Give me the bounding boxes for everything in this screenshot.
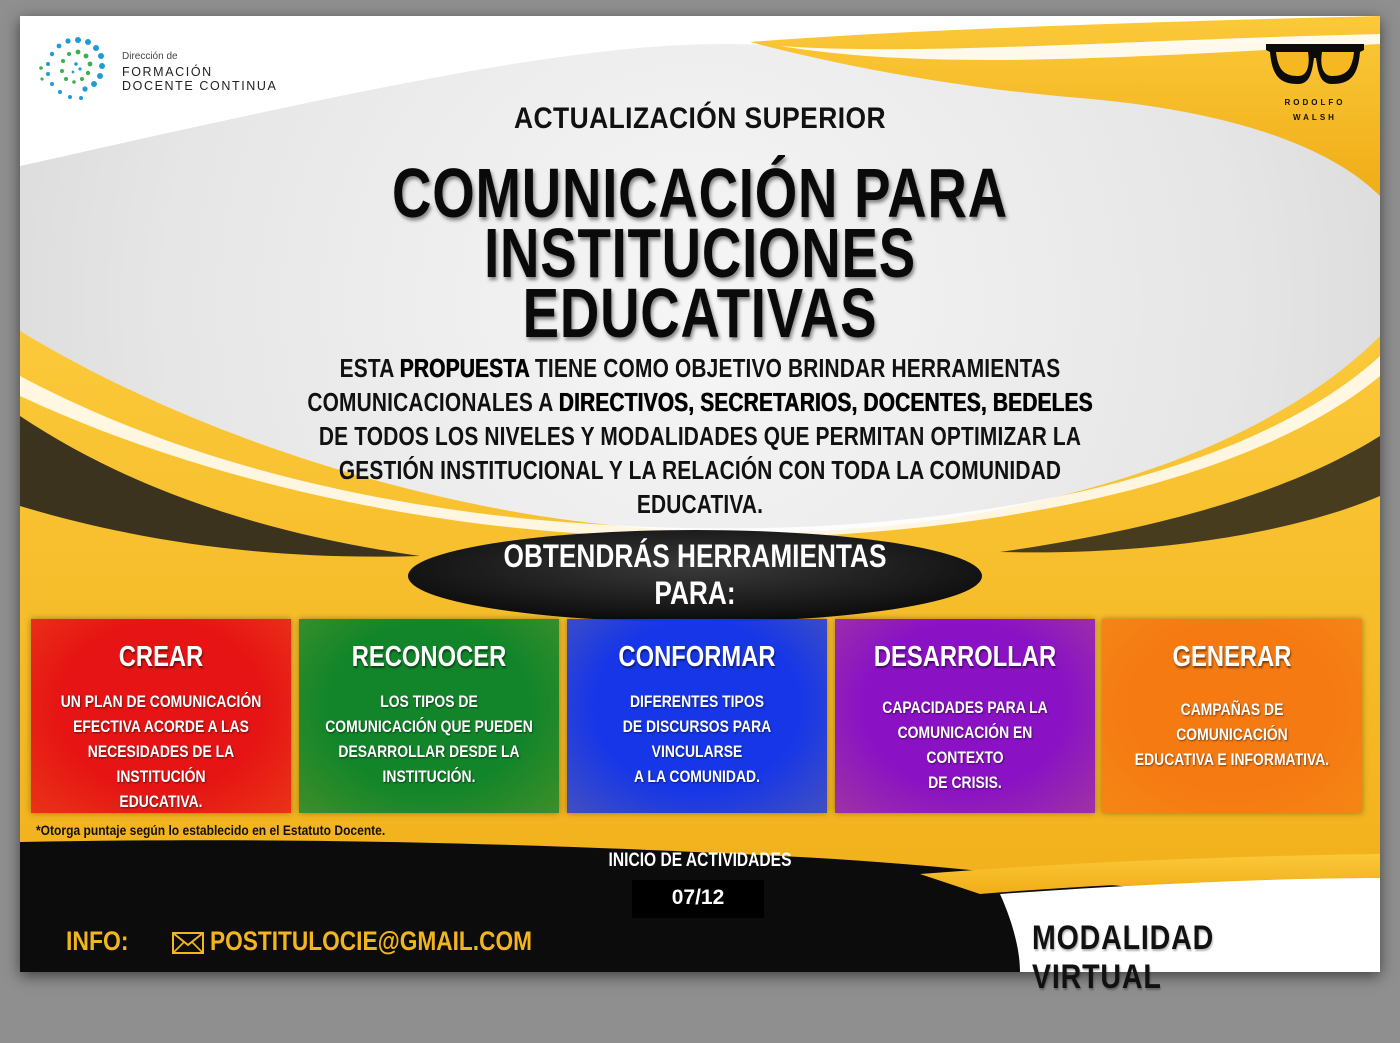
start-date: 07/12 — [671, 886, 725, 909]
modality: MODALIDAD VIRTUAL — [1032, 919, 1215, 996]
desc-highlight-1: PROPUESTA — [399, 355, 529, 383]
footnote: *Otorga puntaje según lo establecido en el Estatuto Docente. — [36, 822, 386, 838]
start-label: INICIO DE ACTIVIDADES — [608, 850, 792, 871]
desc-highlight-2: DIRECTIVOS, SECRETARIOS, DOCENTES, BEDELES — [558, 389, 1093, 417]
title-line-2: INSTITUCIONES — [484, 214, 916, 292]
brand-line2: WALSH — [1293, 113, 1337, 122]
brand-line1: RODOLFO — [1284, 98, 1346, 107]
desc-part-1: ESTA — [339, 355, 400, 383]
title-line-3: EDUCATIVAS — [522, 274, 878, 352]
mail-icon — [172, 932, 204, 954]
logo-text — [122, 51, 277, 93]
card-generar — [1102, 619, 1362, 813]
card-desarrollar — [835, 619, 1095, 813]
card-conformar — [567, 619, 827, 813]
desc-part-5: DE TODOS LOS NIVELES Y MODALIDADES QUE PERMITAN OPTIMIZAR LA GESTIÓN INSTITUCIONAL Y LA RELACIÓN CON TODA LA COMUNIDAD EDUCATIVA. — [318, 423, 1082, 519]
poster — [20, 16, 1380, 996]
glasses-icon — [1260, 36, 1370, 96]
card-title: CONFORMAR — [618, 641, 776, 673]
card-body: UN PLAN DE COMUNICACIÓN EFECTIVA ACORDE A LAS NECESIDADES DE LA INSTITUCIÓN EDUCATIVA. — [60, 692, 262, 811]
card-title: GENERAR — [1172, 641, 1292, 673]
card-body: CAMPAÑAS DE COMUNICACIÓN EDUCATIVA E INFORMATIVA. — [1134, 700, 1330, 769]
dots-spiral-icon — [38, 34, 118, 106]
tools-heading: OBTENDRÁS HERRAMIENTAS PARA: — [503, 538, 887, 611]
title-line-1: COMUNICACIÓN PARA — [392, 154, 1008, 232]
card-body: LOS TIPOS DE COMUNICACIÓN QUE PUEDEN DESARROLLAR DESDE LA INSTITUCIÓN. — [325, 692, 533, 786]
logo-line1: Dirección de — [122, 51, 178, 62]
logo-line2: FORMACIÓN — [122, 65, 213, 79]
card-body: CAPACIDADES PARA LA COMUNICACIÓN EN CONTEXTO DE CRISIS. — [882, 698, 1048, 792]
card-title: RECONOCER — [351, 641, 507, 673]
card-title: CREAR — [118, 641, 204, 673]
overline: ACTUALIZACIÓN SUPERIOR — [514, 102, 886, 135]
logo-line3: DOCENTE CONTINUA — [122, 79, 278, 93]
info-label: INFO: — [66, 926, 129, 956]
card-body: DIFERENTES TIPOS DE DISCURSOS PARA VINCULARSE A LA COMUNIDAD. — [622, 692, 772, 786]
description — [306, 352, 1093, 522]
card-title: DESARROLLAR — [873, 641, 1057, 673]
desc-part-3: TIENE COMO OBJETIVO BRINDAR HERRAMIENTAS COMUNICACIONALES A — [307, 355, 1061, 417]
card-crear — [31, 619, 291, 813]
email-link[interactable]: POSTITULOCIE@GMAIL.COM — [210, 926, 532, 956]
card-reconocer — [299, 619, 559, 813]
